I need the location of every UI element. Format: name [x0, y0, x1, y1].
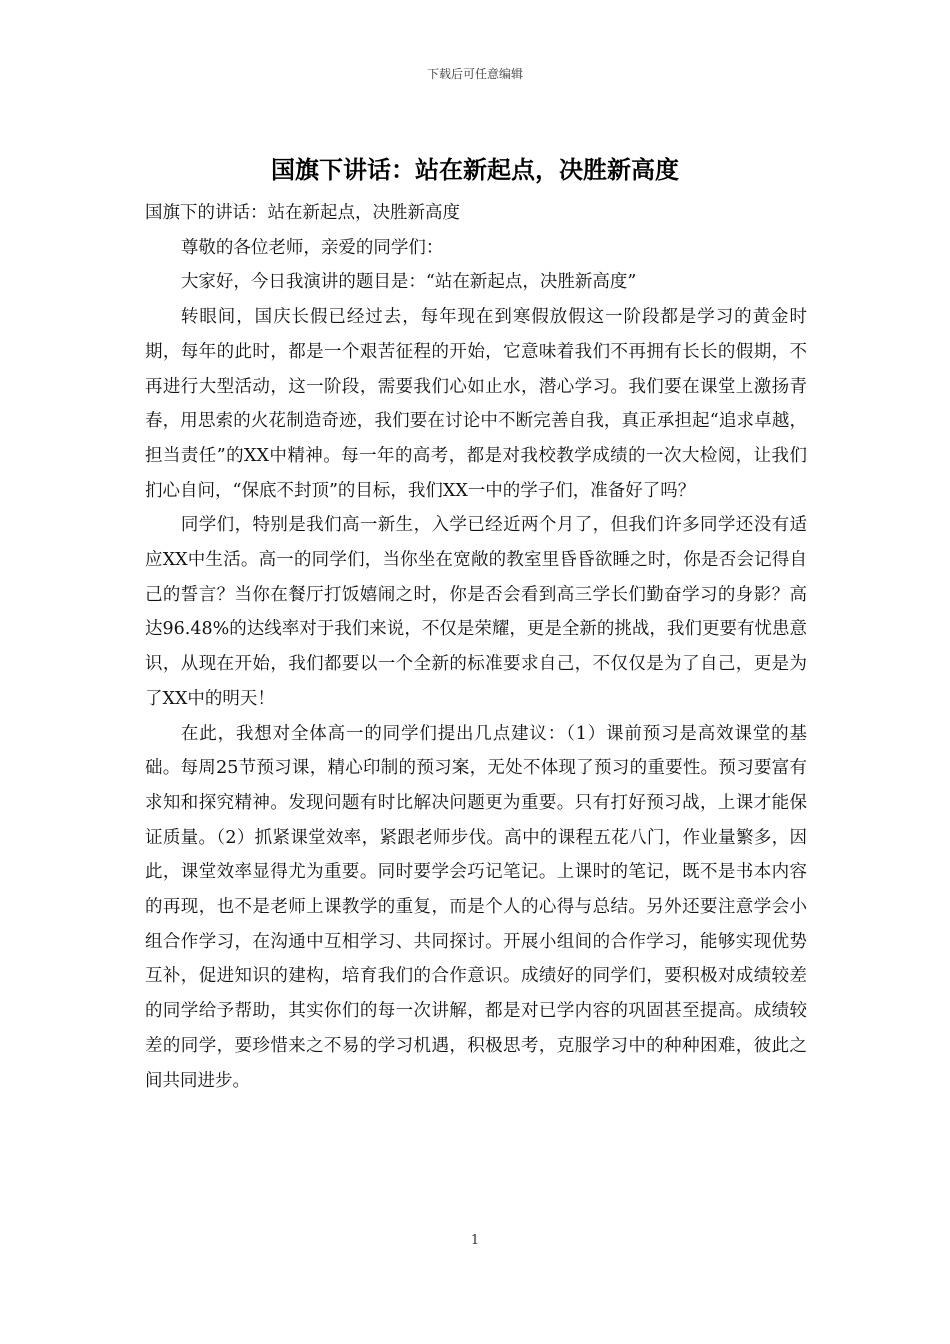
document-body	[145, 196, 807, 1098]
page-number: 1	[470, 1233, 480, 1248]
paragraph-body-1: 转眼间，国庆长假已经过去，每年现在到寒假放假这一阶段都是学习的黄金时期，每年的此时，都是一个艰苦征程的开始，它意味着我们不再拥有长长的假期，不再进行大型活动，这一阶段，需要我们心如止水，潜心学习。我们要在课堂上激扬青春，用思索的火花制造奇迹，我们要在讨论中不断完善自我，真正承担起“追求卓越，担当责任”的XX中精神。每一年的高考，都是对我校教学成绩的一次大检阅，让我们扪心自问，“保底不封顶”的目标，我们XX一中的学子们，准备好了吗？	[145, 307, 807, 501]
paragraph-greeting: 尊敬的各位老师，亲爱的同学们：	[180, 237, 444, 258]
paragraph-body-3: 在此，我想对全体高一的同学们提出几点建议：（1）课前预习是高效课堂的基础。每周25节预习课，精心印制的预习案，无处不体现了预习的重要性。预习要富有求知和探究精神。发现问题有时比解决问题更为重要。只有打好预习战，上课才能保证质量。（2）抓紧课堂效率，紧跟老师步伐。高中的课程五花八门，作业量繁多，因此，课堂效率显得尤为重要。同时要学会巧记笔记。上课时的笔记，既不是书本内容的再现，也不是老师上课教学的重复，而是个人的心得与总结。另外还要注意学会小组合作学习，在沟通中互相学习、共同探讨。开展小组间的合作学习，能够实现优势互补，促进知识的建构，培育我们的合作意识。成绩好的同学们，要积极对成绩较差的同学给予帮助，其实你们的每一次讲解，都是对已学内容的巩固甚至提高。成绩较差的同学，要珍惜来之不易的学习机遇，积极思考，克服学习中的种种困难，彼此之间共同进步。	[145, 723, 807, 1091]
paragraph-topic: 大家好，今日我演讲的题目是：“站在新起点，决胜新高度”	[180, 272, 637, 293]
page-header: 下载后可任意编辑	[426, 67, 523, 81]
document-title: 国旗下讲话：站在新起点，决胜新高度	[271, 155, 679, 184]
paragraph-body-2: 同学们，特别是我们高一新生，入学已经近两个月了，但我们许多同学还没有适应XX中生活。高一的同学们，当你坐在宽敞的教室里昏昏欲睡之时，你是否会记得自己的誓言？当你在餐厅打饭嬉闹之时，你是否会看到高三学长们勤奋学习的身影？高达96.48%的达线率对于我们来说，不仅是荣耀，更是全新的挑战，我们更要有忧患意识，从现在开始，我们都要以一个全新的标准要求自己，不仅仅是为了自己，更是为了XX中的明天！	[145, 515, 807, 709]
paragraph-subtitle: 国旗下的讲话：站在新起点，决胜新高度	[145, 203, 460, 223]
